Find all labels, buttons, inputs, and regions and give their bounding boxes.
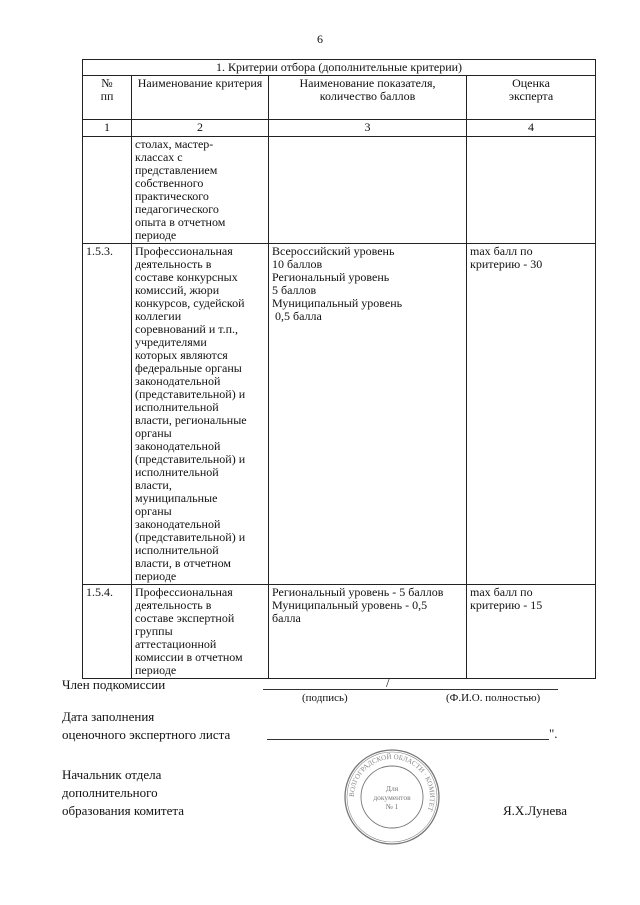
cell-text-line: столах, мастер- <box>135 137 214 151</box>
cell-text-line: власти, в отчетном <box>135 556 231 570</box>
cell-text-line: которых являются <box>135 348 228 362</box>
cell-text-line: представлением <box>135 163 218 177</box>
cell-text-line: комиссии в отчетном <box>135 650 243 664</box>
header-line: количество баллов <box>319 89 416 103</box>
cell-text-line: Профессиональная <box>135 585 233 599</box>
row-number <box>83 137 132 244</box>
cell-text-line: законодательной <box>135 374 221 388</box>
cell-text-line: классах с <box>135 150 183 164</box>
name-caption: (Ф.И.О. полностью) <box>446 692 541 704</box>
cell-text-line: критерию - 15 <box>470 598 543 612</box>
cell-text-line: периоде <box>135 228 177 242</box>
cell-text-line: max балл по <box>470 244 533 258</box>
cell-text-line: периоде <box>135 569 177 583</box>
cell-text-line: Муниципальный уровень <box>272 296 403 310</box>
head-title-line1: Начальник отдела <box>62 767 162 782</box>
cell-text-line: 5 баллов <box>272 283 317 297</box>
cell-text-line: max балл по <box>470 585 533 599</box>
row-number: 1.5.4. <box>83 585 132 679</box>
cell-text-line: органы <box>135 504 172 518</box>
cell-text-line: группы <box>135 624 173 638</box>
cell-text-line: законодательной <box>135 517 221 531</box>
date-label-line1: Дата заполнения <box>62 709 155 724</box>
cell-text-line: составе конкурсных <box>135 270 238 284</box>
cell-text-line: исполнительной <box>135 465 219 479</box>
cell-text-line: власти, <box>135 478 172 492</box>
header-number <box>83 76 132 120</box>
header-indicator <box>269 76 467 120</box>
row-score <box>467 137 596 244</box>
table-row <box>83 585 596 679</box>
stamp-center-text: № 1 <box>385 802 399 811</box>
row-indicator <box>269 137 467 244</box>
header-line: Наименование показателя, <box>299 76 436 90</box>
cell-text-line: исполнительной <box>135 400 219 414</box>
cell-text-line: балла <box>272 611 301 625</box>
signature-caption: (подпись) <box>302 692 348 704</box>
cell-text-line: аттестационной <box>135 637 217 651</box>
column-number: 1 <box>83 120 132 137</box>
cell-text-line: власти, региональные <box>135 413 247 427</box>
table-caption: 1. Критерии отбора (дополнительные критерии) <box>83 60 596 76</box>
head-title-line2: дополнительного <box>62 785 158 800</box>
cell-text-line: собственного <box>135 176 204 190</box>
row-criterion <box>132 244 269 585</box>
cell-text-line: Муниципальный уровень - 0,5 <box>272 598 428 612</box>
header-line: эксперта <box>508 89 554 103</box>
cell-text-line: коллегии <box>135 309 182 323</box>
column-number-row <box>83 120 596 137</box>
member-label: Член подкомиссии <box>62 677 166 692</box>
head-title-line3: образования комитета <box>62 803 184 818</box>
table-row <box>83 137 596 244</box>
cell-text-line: Профессиональная <box>135 244 233 258</box>
head-name: Я.Х.Лунева <box>503 803 568 818</box>
page-number: 6 <box>317 32 323 46</box>
header-criterion <box>132 76 269 120</box>
row-criterion <box>132 585 269 679</box>
signature-slash: / <box>386 675 390 690</box>
cell-text-line: федеральные органы <box>135 361 242 375</box>
date-suffix: ". <box>549 726 558 741</box>
row-indicator <box>269 585 467 679</box>
cell-text-line: опыта в отчетном <box>135 215 226 229</box>
table-row <box>83 244 596 585</box>
column-number: 4 <box>467 120 596 137</box>
header-score <box>467 76 596 120</box>
cell-text-line: критерию - 30 <box>470 257 543 271</box>
cell-text-line: 10 баллов <box>272 257 323 271</box>
table-header-row <box>83 76 596 120</box>
row-score <box>467 585 596 679</box>
cell-text-line: педагогического <box>135 202 219 216</box>
stamp-center-text: документов <box>373 793 411 802</box>
cell-text-line: муниципальные <box>135 491 218 505</box>
cell-text-line: законодательной <box>135 439 221 453</box>
cell-text-line: составе экспертной <box>135 611 235 625</box>
stamp-ring-text: ВОЛГОГРАДСКОЙ ОБЛАСТИ · КОМИТЕТ <box>347 752 437 813</box>
date-label-line2: оценочного экспертного листа <box>62 727 231 742</box>
row-score <box>467 244 596 585</box>
cell-text-line: периоде <box>135 663 177 677</box>
cell-text-line: исполнительной <box>135 543 219 557</box>
cell-text-line: конкурсов, судейской <box>135 296 245 310</box>
row-number: 1.5.3. <box>83 244 132 585</box>
column-number: 3 <box>269 120 467 137</box>
cell-text-line: Региональный уровень <box>272 270 390 284</box>
cell-text-line: органы <box>135 426 172 440</box>
cell-text-line: Региональный уровень - 5 баллов <box>272 585 444 599</box>
criteria-table <box>82 59 596 679</box>
cell-text-line: учредителями <box>135 335 207 349</box>
cell-text-line: практического <box>135 189 209 203</box>
cell-text-line: Всероссийский уровень <box>272 244 395 258</box>
cell-text-line: соревнований и т.п., <box>135 322 239 336</box>
member-signature-line <box>263 689 558 690</box>
date-line <box>267 739 549 740</box>
header-line: № <box>101 76 113 90</box>
cell-text-line: деятельность в <box>135 598 212 612</box>
cell-text-line: комиссий, жюри <box>135 283 220 297</box>
header-line: Наименование критерия <box>137 76 263 90</box>
cell-text-line: 0,5 балла <box>272 309 322 323</box>
cell-text-line: деятельность в <box>135 257 212 271</box>
cell-text-line: (представительной) и <box>135 387 246 401</box>
official-stamp <box>343 748 441 846</box>
header-line: пп <box>100 89 114 103</box>
cell-text-line: (представительной) и <box>135 530 246 544</box>
row-criterion <box>132 137 269 244</box>
cell-text-line: (представительной) и <box>135 452 246 466</box>
table-caption-row <box>83 60 596 76</box>
column-number: 2 <box>132 120 269 137</box>
row-indicator <box>269 244 467 585</box>
stamp-center-text: Для <box>385 784 399 793</box>
header-line: Оценка <box>512 76 550 90</box>
